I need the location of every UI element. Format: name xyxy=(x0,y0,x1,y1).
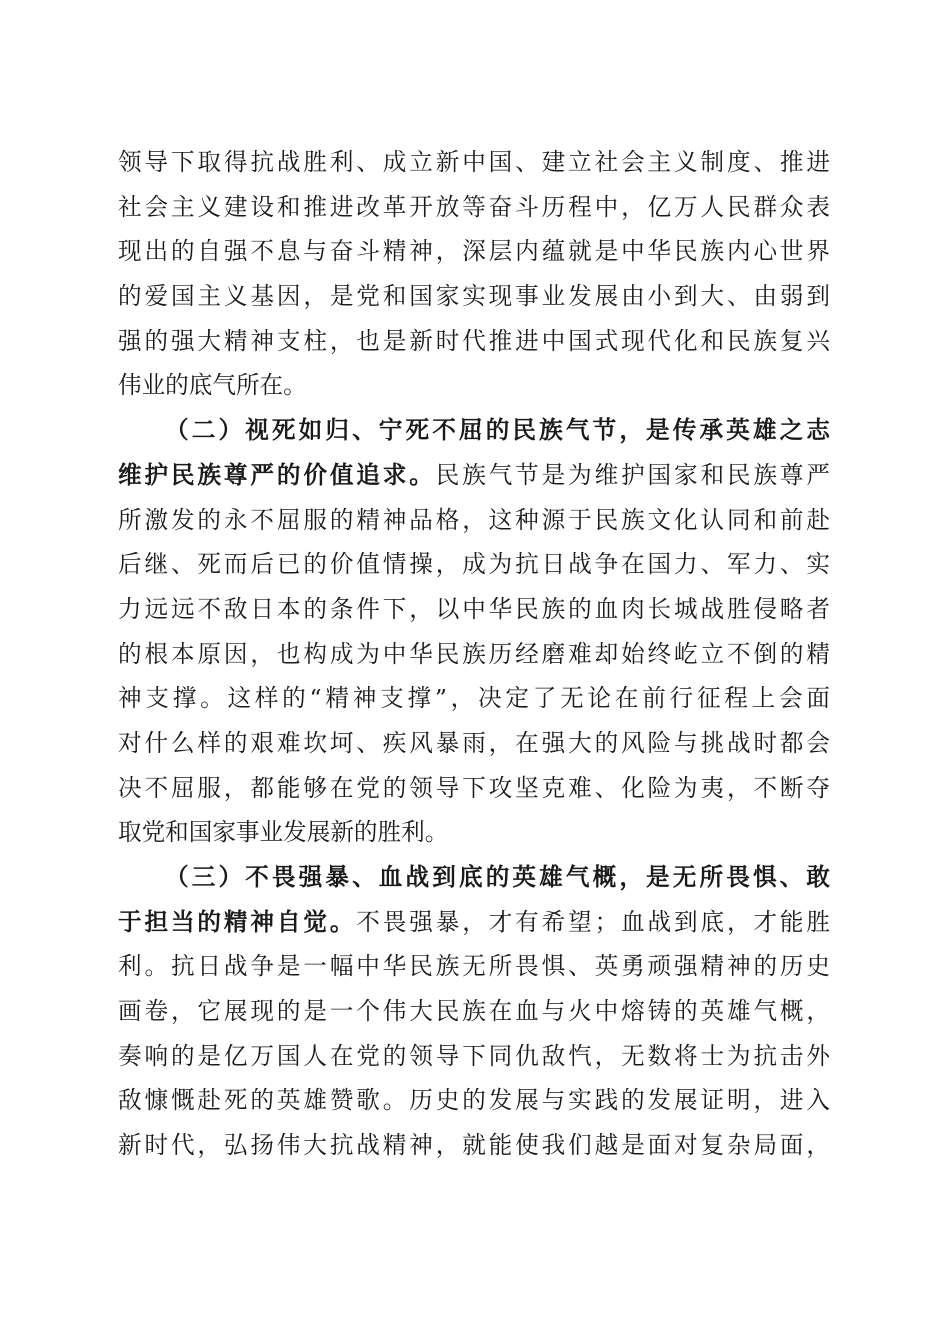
paragraph-1-line-6: 伟业的底气所在。 xyxy=(118,371,307,400)
paragraph-2-line-10: 取党和国家事业发展新的胜利。 xyxy=(118,818,449,847)
paragraph-3-line-6: 敌慷慨赴死的英雄赞歌。历史的发展与实践的发展证明，进入 xyxy=(118,1086,830,1115)
paragraph-1-line-1: 领导下取得抗战胜利、成立新中国、建立社会主义制度、推进 xyxy=(118,148,830,176)
paragraph-1-line-3: 现出的自强不息与奋斗精神，深层内蕴就是中华民族内心世界 xyxy=(118,237,830,266)
paragraph-3-line-2-rest: 不畏强暴，才有希望；血战到底，才能胜 xyxy=(356,907,831,936)
paragraph-2-line-4: 后继、死而后已的价值情操，成为抗日战争在国力、军力、实 xyxy=(118,550,830,579)
paragraph-2-line-2-rest: 民族气节是为维护国家和民族尊严 xyxy=(435,460,831,489)
paragraph-3-line-2 xyxy=(118,900,830,945)
paragraph-2-line-7: 神支撑。这样的“精神支撑”，决定了无论在前行征程上会面 xyxy=(118,684,830,713)
paragraph-2-line-2 xyxy=(118,453,830,498)
paragraph-3-line-7: 新时代，弘扬伟大抗战精神，就能使我们越是面对复杂局面， xyxy=(118,1131,830,1160)
document-body xyxy=(118,140,830,1168)
paragraph-3-heading-line-1: （三）不畏强暴、血战到底的英雄气概，是无所畏惧、敢 xyxy=(165,863,830,891)
paragraph-3-line-5: 奏响的是亿万国人在党的领导下同仇敌忾，无数将士为抗击外 xyxy=(118,1041,830,1070)
paragraph-2-line-5: 力远远不敌日本的条件下，以中华民族的血肉长城战胜侵略者 xyxy=(118,594,830,623)
paragraph-1-line-5: 强的强大精神支柱，也是新时代推进中国式现代化和民族复兴 xyxy=(118,326,830,355)
paragraph-1-line-4: 的爱国主义基因，是党和国家实现事业发展由小到大、由弱到 xyxy=(118,282,830,311)
paragraph-3-line-3: 利。抗日战争是一幅中华民族无所畏惧、英勇顽强精神的历史 xyxy=(118,952,830,981)
paragraph-2-line-6: 的根本原因，也构成为中华民族历经磨难却始终屹立不倒的精 xyxy=(118,639,830,668)
paragraph-2-heading-line-1: （二）视死如归、宁死不屈的民族气节，是传承英雄之志 xyxy=(165,416,830,445)
paragraph-2-line-9: 决不屈服，都能够在党的领导下攻坚克难、化险为夷，不断夺 xyxy=(118,773,830,802)
paragraph-2-heading-end: 维护民族尊严的价值追求。 xyxy=(118,460,436,489)
paragraph-3-heading-end: 于担当的精神自觉。 xyxy=(118,907,357,936)
paragraph-2-line-3: 所激发的永不屈服的精神品格，这种源于民族文化认同和前赴 xyxy=(118,505,830,534)
paragraph-2-line-8: 对什么样的艰难坎坷、疾风暴雨，在强大的风险与挑战时都会 xyxy=(118,728,830,757)
paragraph-1-line-2: 社会主义建设和推进改革开放等奋斗历程中，亿万人民群众表 xyxy=(118,192,830,221)
paragraph-3-line-4: 画卷，它展现的是一个伟大民族在血与火中熔铸的英雄气概， xyxy=(118,997,830,1026)
